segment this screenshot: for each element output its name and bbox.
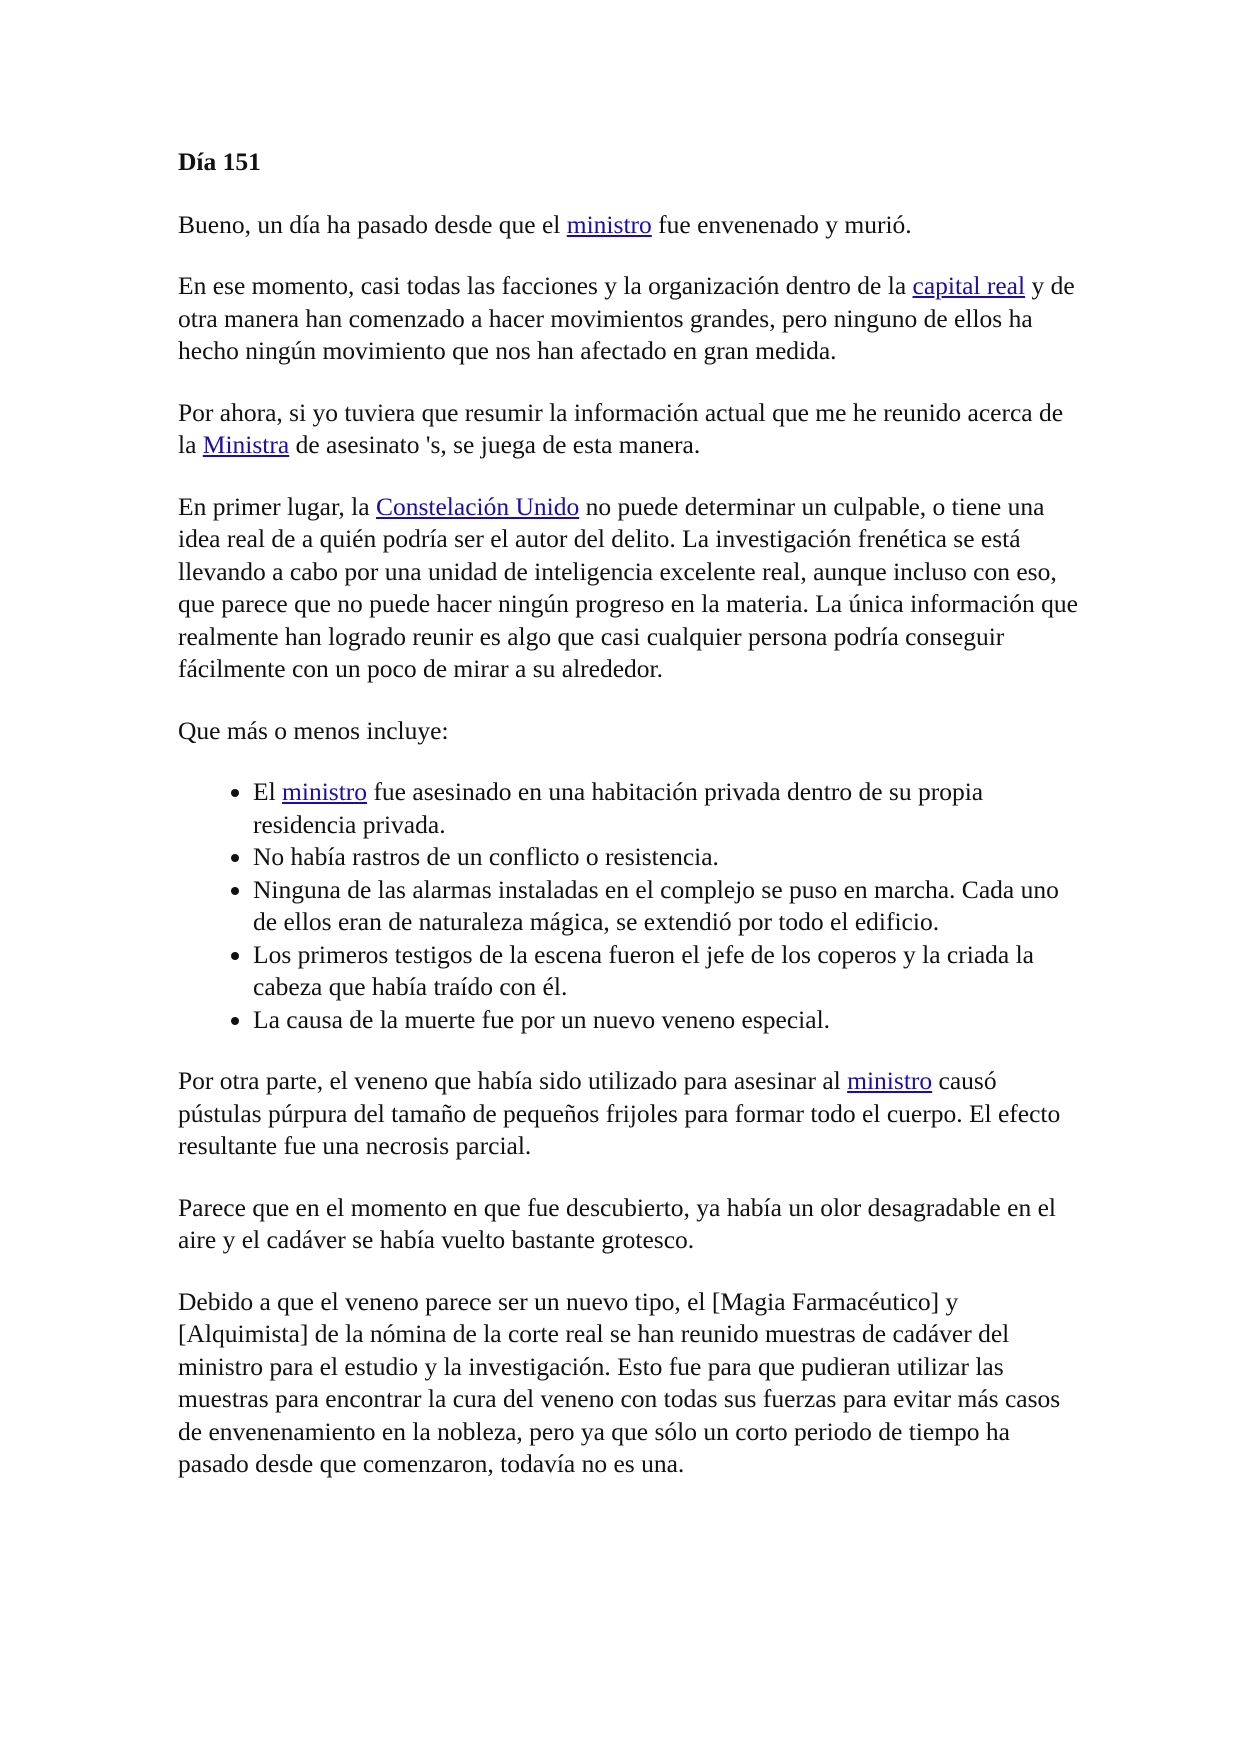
paragraph-4 (178, 491, 1078, 686)
list-item (253, 776, 1078, 841)
paragraph-1-text-a: Bueno, un día ha pasado desde que el (178, 209, 567, 239)
paragraph-6-text-b: causó pústulas púrpura del tamaño de pequeños frijoles para formar todo el cuerpo. El efecto resultante fue una necrosis parcial. (178, 1066, 1061, 1160)
paragraph-3 (178, 397, 1078, 462)
paragraph-6 (178, 1065, 1078, 1163)
ministro-link[interactable]: ministro (566, 209, 652, 239)
paragraph-5: Que más o menos incluye: (178, 715, 449, 745)
constelacion-unido-link[interactable]: Constelación Unido (375, 491, 580, 521)
paragraph-2-text-a: En ese momento, casi todas las facciones y la organización dentro de la (178, 271, 913, 300)
facts-list (178, 776, 1078, 1036)
paragraph-4-text-a: En primer lugar, la (178, 491, 376, 521)
paragraph-1-text-b: fue envenenado y murió. (651, 209, 912, 239)
paragraph-7: Parece que en el momento en que fue descubierto, ya había un olor desagradable en el aire y el cadáver se había vuelto bastante grotesco. (178, 1192, 1056, 1254)
paragraph-8: Debido a que el veneno parece ser un nuevo tipo, el [Magia Farmacéutico] y [Alquimista] de la nómina de la corte real se han reunido muestras de cadáver del ministro para el estudio y la investigación. Esto fue para que pudieran utilizar las muestras para encontrar la cura del veneno con todas sus fuerzas para evitar más casos de envenenamiento en la nobleza, pero ya que sólo un corto periodo de tiempo ha pasado desde que comenzaron, todavía no es una. (178, 1286, 1061, 1478)
list-item-1-text-b: fue asesinado en una habitación privada dentro de su propia residencia privada. (253, 777, 984, 839)
paragraph-4-text-b: no puede determinar un culpable, o tiene una idea real de a quién podría ser el autor del delito. La investigación frenética se está llevando a cabo por una unidad de inteligencia excelente real, aunque incluso con eso, que parece que no puede hacer ningún progreso en la materia. La única información que realmente han logrado reunir es algo que casi cualquier persona podría conseguir fácilmente con un poco de mirar a su alrededor. (178, 491, 1078, 683)
paragraph-2-text-b: y de otra manera han comenzado a hacer movimientos grandes, pero ninguno de ellos ha hecho ningún movimiento que nos han afectado en gran medida. (178, 271, 1075, 365)
paragraph-1 (178, 209, 1078, 242)
list-item: • La causa de la muerte fue por un nuevo veneno especial. (253, 1004, 1078, 1037)
paragraph-2 (178, 270, 1078, 368)
list-item: • Ninguna de las alarmas instaladas en el complejo se puso en marcha. Cada uno de ellos eran de naturaleza mágica, se extendió por todo el edificio. (253, 874, 1078, 939)
page-heading: Día 151 (178, 147, 261, 176)
paragraph-3-text-a: Por ahora, si yo tuviera que resumir la información actual que me he reunido acerca de la (178, 397, 1064, 459)
capital-real-link[interactable]: capital real (912, 271, 1026, 300)
paragraph-3-text-b: de asesinato 's, se juega de esta manera. (289, 430, 701, 459)
ministra-link[interactable]: Ministra (202, 430, 290, 459)
ministro-link[interactable]: ministro (847, 1066, 933, 1095)
document-page (178, 146, 1078, 1510)
ministro-link[interactable]: ministro (282, 777, 368, 806)
paragraph-6-text-a: Por otra parte, el veneno que había sido utilizado para asesinar al (178, 1066, 848, 1095)
list-item: • No había rastros de un conflicto o resistencia. (253, 841, 1078, 874)
list-item-1-text-a: El (253, 777, 283, 806)
list-item: • Los primeros testigos de la escena fueron el jefe de los coperos y la criada la cabeza que había traído con él. (253, 939, 1078, 1004)
